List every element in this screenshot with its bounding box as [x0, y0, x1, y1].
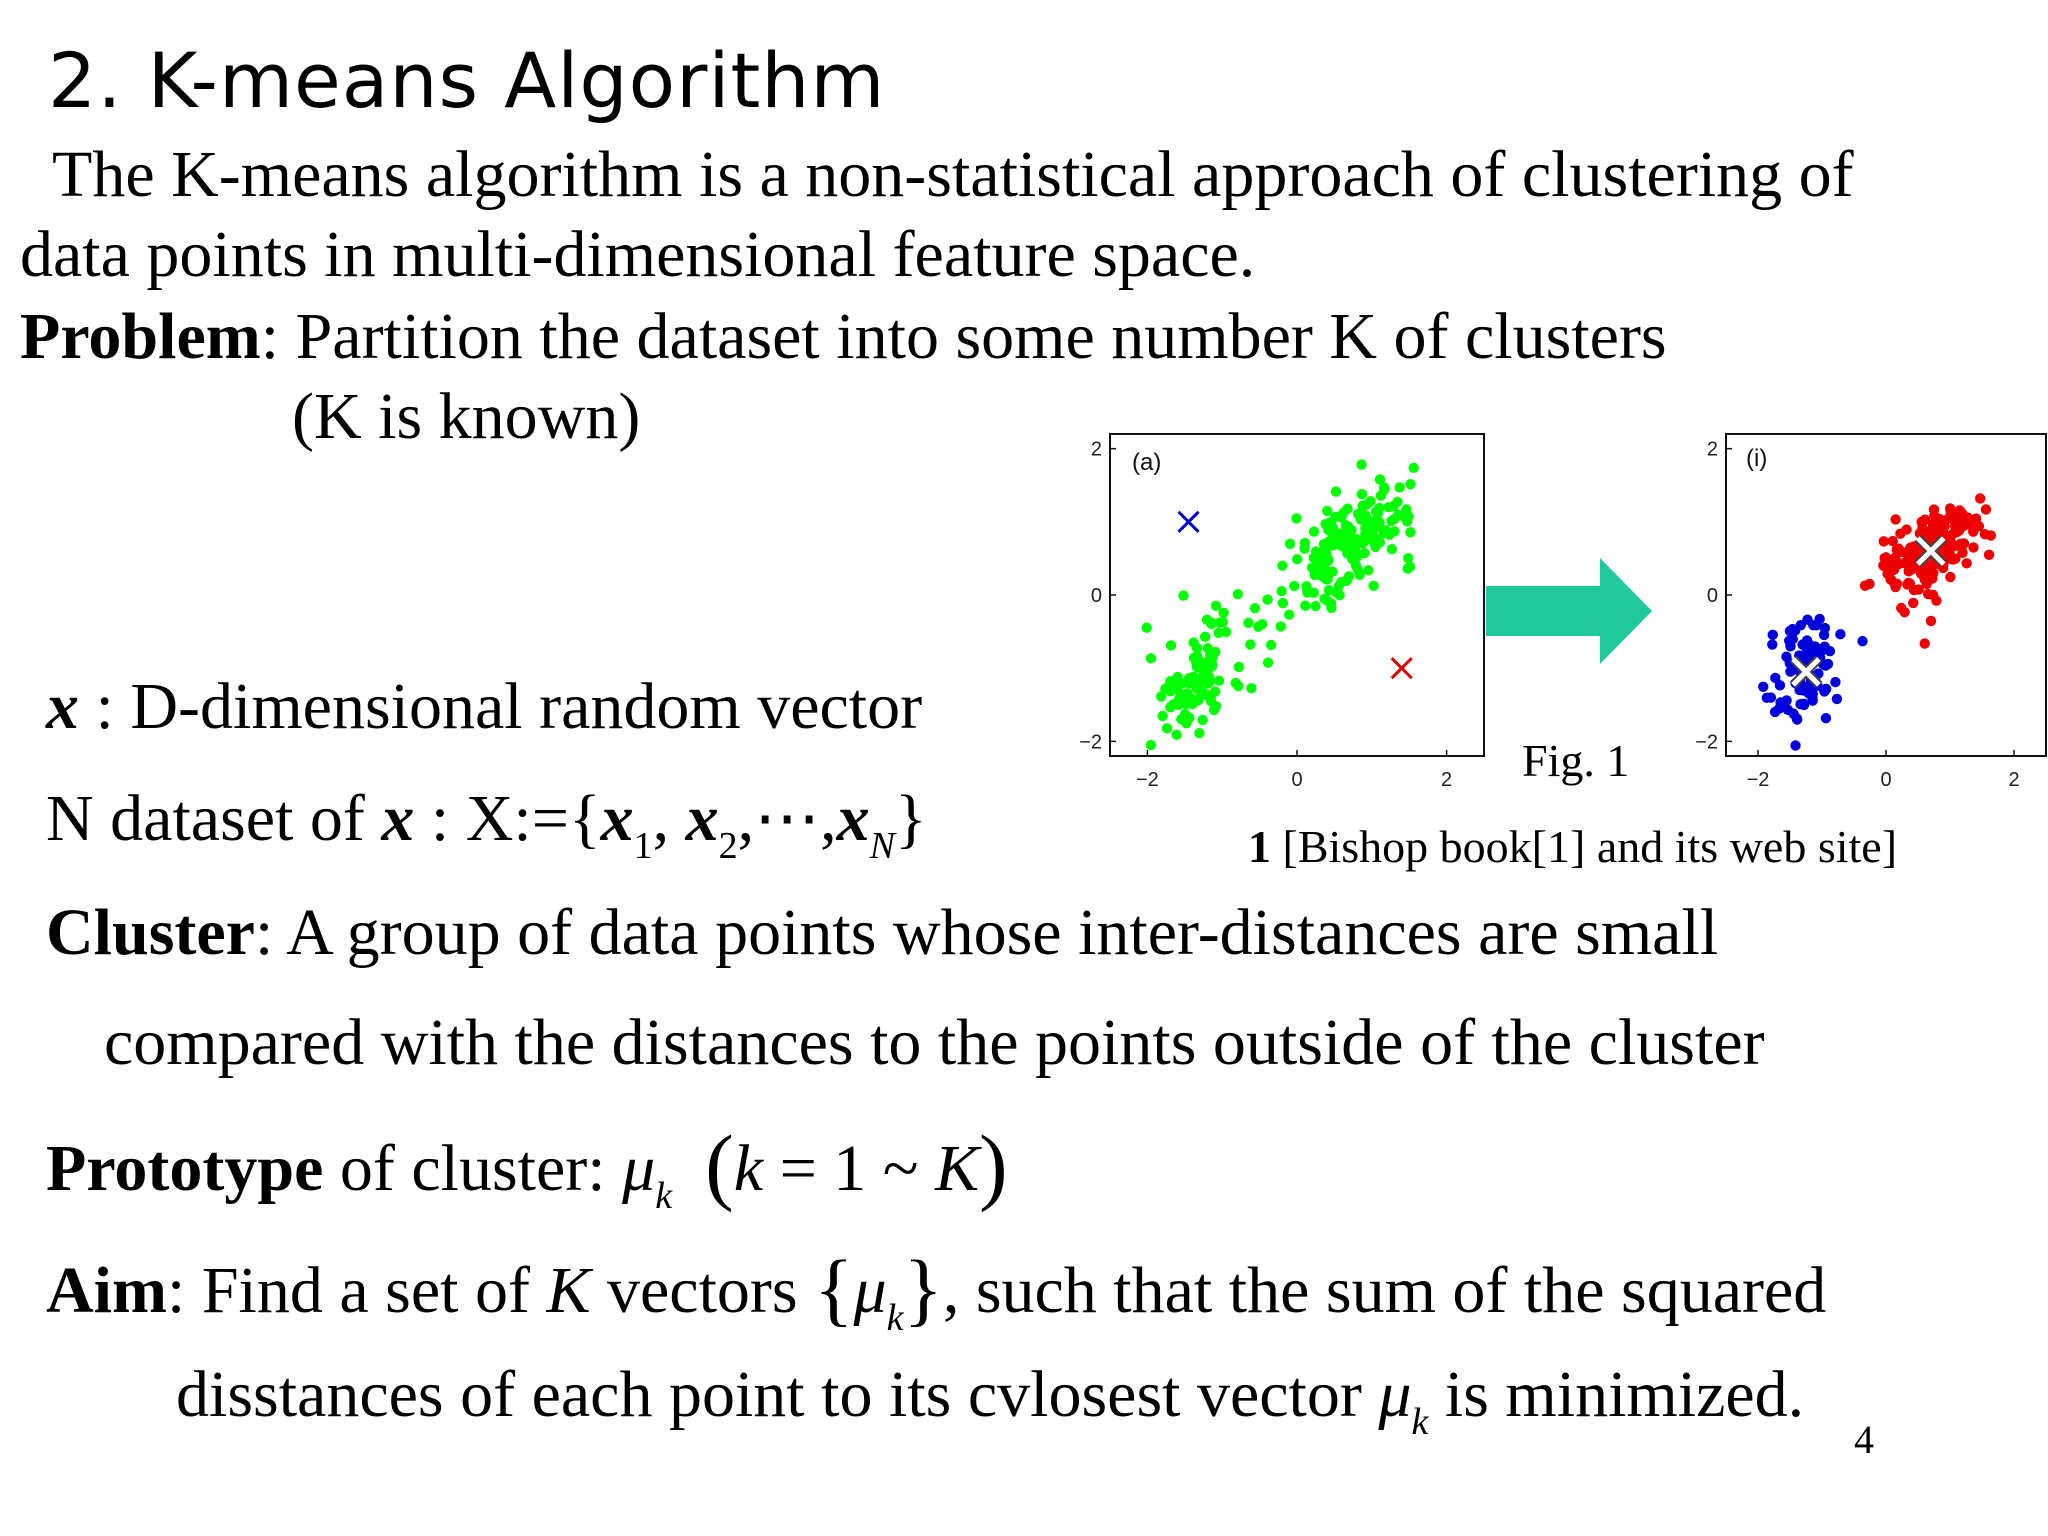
- data-point: [1188, 637, 1198, 647]
- cluster-definition: [46, 896, 1719, 969]
- data-point: [1389, 526, 1399, 536]
- problem-text: : Partition the dataset into some number K of clusters: [260, 300, 1667, 373]
- dataset-mid: : X:={: [414, 782, 601, 855]
- data-point: [1276, 621, 1286, 631]
- data-point: [1931, 596, 1941, 606]
- data-point: [1211, 701, 1221, 711]
- prototype-definition: [46, 1117, 1008, 1217]
- data-point: [1253, 622, 1263, 632]
- prototype-label: Prototype: [46, 1132, 324, 1205]
- data-point: [1920, 638, 1930, 648]
- data-point: [1389, 514, 1399, 524]
- data-point: [1916, 569, 1926, 579]
- data-point: [1905, 578, 1915, 588]
- data-point: [1233, 589, 1243, 599]
- prototype-mu: μ: [622, 1132, 656, 1205]
- data-point: [1363, 565, 1373, 575]
- data-point: [1338, 508, 1348, 518]
- slide-title: 2. K-means Algorithm: [48, 36, 886, 125]
- data-point: [1331, 486, 1341, 496]
- y-tick-label: 2: [1090, 438, 1102, 461]
- data-point: [1368, 581, 1378, 591]
- data-point: [1285, 539, 1295, 549]
- prototype-k: k: [733, 1132, 764, 1205]
- problem-statement: [20, 300, 1667, 373]
- data-point: [1146, 653, 1156, 663]
- dataset-xn: x: [836, 782, 870, 855]
- prototype-mu-sub: k: [655, 1175, 673, 1217]
- data-point: [1221, 627, 1231, 637]
- data-point: [1347, 554, 1357, 564]
- data-point: [1194, 728, 1204, 738]
- data-point: [1300, 600, 1310, 610]
- dataset-sub-n: N: [869, 825, 895, 867]
- prototype-open-paren: (: [705, 1117, 734, 1213]
- data-point: [1353, 565, 1363, 575]
- panel-label-a: (a): [1132, 449, 1162, 476]
- aim-line2-a: disstances of each point to its cvlosest vector: [176, 1358, 1379, 1431]
- data-point: [1785, 666, 1795, 676]
- data-point: [1785, 641, 1795, 651]
- data-point: [1890, 552, 1900, 562]
- data-point: [1791, 713, 1801, 723]
- data-point: [1202, 615, 1212, 625]
- data-point: [1200, 632, 1210, 642]
- data-point: [1879, 536, 1889, 546]
- data-point: [1266, 640, 1276, 650]
- data-point: [1318, 571, 1328, 581]
- data-point: [1807, 695, 1817, 705]
- data-point: [1276, 586, 1286, 596]
- data-point: [1189, 697, 1199, 707]
- data-point: [1811, 620, 1821, 630]
- cluster-definition-2: compared with the distances to the points outside of the cluster: [104, 1006, 1765, 1079]
- aim-mu-sub: k: [886, 1297, 904, 1339]
- data-point: [1166, 640, 1176, 650]
- data-point: [1327, 566, 1337, 576]
- intro-line-1: The K-means algorithm is a non-statistical approach of clustering of: [52, 138, 1854, 211]
- data-point: [1245, 639, 1255, 649]
- aim-text-b: vectors: [590, 1254, 815, 1327]
- figure-source: [1248, 820, 1897, 873]
- data-point: [1368, 518, 1378, 528]
- data-point: [1141, 622, 1151, 632]
- data-point: [1289, 581, 1299, 591]
- data-point: [1823, 659, 1833, 669]
- data-point: [1180, 709, 1190, 719]
- data-point: [1309, 526, 1319, 536]
- data-point: [1959, 519, 1969, 529]
- scatter-plot-i: [1686, 420, 2036, 800]
- data-point: [1301, 581, 1311, 591]
- arrow-shape: [1486, 558, 1652, 664]
- data-point: [1312, 556, 1322, 566]
- data-point: [1178, 590, 1188, 600]
- data-point: [1888, 536, 1898, 546]
- figure-caption: Fig. 1: [1522, 735, 1630, 786]
- vector-definition: [46, 670, 923, 743]
- x-tick-label: 2: [2008, 769, 2020, 791]
- data-point: [1899, 607, 1909, 617]
- dataset-x1: x: [600, 782, 634, 855]
- dataset-prefix: N dataset of: [46, 782, 382, 855]
- data-point: [1860, 580, 1870, 590]
- data-point: [1857, 636, 1867, 646]
- aim-brace-open: {: [814, 1243, 854, 1334]
- data-point: [1986, 530, 1996, 540]
- data-point: [1371, 506, 1381, 516]
- data-point: [1775, 680, 1785, 690]
- figure-source-number: 1: [1248, 821, 1271, 872]
- data-point: [1901, 524, 1911, 534]
- data-point: [1968, 526, 1978, 536]
- data-point: [1157, 711, 1167, 721]
- data-point: [1945, 572, 1955, 582]
- data-point: [1409, 463, 1419, 473]
- transition-arrow: [1482, 556, 1662, 666]
- dataset-close: }: [895, 782, 927, 855]
- data-point: [1984, 550, 1994, 560]
- dataset-sub-1: 1: [633, 825, 653, 867]
- data-point: [1292, 554, 1302, 564]
- data-point: [1394, 482, 1404, 492]
- dataset-symbol: x: [381, 782, 415, 855]
- data-point: [1218, 608, 1228, 618]
- dataset-definition: [46, 782, 927, 867]
- data-point: [1262, 594, 1272, 604]
- data-point: [1243, 618, 1253, 628]
- data-point: [1928, 519, 1938, 529]
- data-point: [1174, 694, 1184, 704]
- data-point: [1968, 542, 1978, 552]
- y-tick-label: −2: [1079, 731, 1102, 754]
- vector-symbol: x: [46, 670, 79, 743]
- dataset-x2: x: [685, 782, 719, 855]
- data-point: [1821, 713, 1831, 723]
- data-point: [1197, 672, 1207, 682]
- data-point: [1950, 521, 1960, 531]
- data-point: [1955, 505, 1965, 515]
- data-point: [1403, 553, 1413, 563]
- data-point: [1961, 558, 1971, 568]
- data-point: [1278, 598, 1288, 608]
- data-point: [1192, 662, 1202, 672]
- data-point: [1762, 693, 1772, 703]
- aim-mu-2: μ: [1378, 1358, 1412, 1431]
- data-point: [1767, 639, 1777, 649]
- data-point: [1901, 548, 1911, 558]
- data-point: [1284, 610, 1294, 620]
- data-point: [1886, 574, 1896, 584]
- data-point: [1211, 601, 1221, 611]
- data-point: [1334, 590, 1344, 600]
- data-point: [1214, 617, 1224, 627]
- data-point: [1971, 513, 1981, 523]
- data-point: [1162, 723, 1172, 733]
- data-point: [1790, 740, 1800, 750]
- data-point: [1959, 538, 1969, 548]
- data-point: [1356, 459, 1366, 469]
- aim-mu-sub-2: k: [1411, 1401, 1429, 1443]
- aim-K: K: [546, 1254, 591, 1327]
- x-tick-label: 2: [1441, 769, 1453, 791]
- data-point: [1758, 682, 1768, 692]
- data-point: [1819, 686, 1829, 696]
- data-point: [1832, 694, 1842, 704]
- dataset-sub-2: 2: [718, 825, 738, 867]
- data-point: [1774, 703, 1784, 713]
- y-tick-label: 0: [1090, 585, 1102, 607]
- data-point: [1181, 718, 1191, 728]
- prototype-close-paren: ): [979, 1117, 1008, 1213]
- data-point: [1830, 677, 1840, 687]
- x-tick-label: −2: [1746, 769, 1770, 791]
- problem-note: (K is known): [292, 380, 641, 453]
- data-point: [1277, 561, 1287, 571]
- data-point: [1790, 625, 1800, 635]
- data-point: [1341, 576, 1351, 586]
- aim-statement-2: [176, 1358, 1805, 1443]
- y-tick-label: 2: [1706, 438, 1718, 461]
- y-tick-label: −2: [1695, 731, 1718, 754]
- panel-label-i: (i): [1746, 445, 1768, 472]
- cluster-label: Cluster: [46, 896, 255, 969]
- scatter-plot-a: [1070, 420, 1490, 800]
- data-point: [1160, 684, 1170, 694]
- data-point: [1401, 504, 1411, 514]
- data-point: [1357, 489, 1367, 499]
- problem-label: Problem: [20, 300, 261, 373]
- data-point: [1234, 662, 1244, 672]
- data-point: [1375, 537, 1385, 547]
- data-point: [1388, 501, 1398, 511]
- data-point: [1323, 554, 1333, 564]
- data-point: [1246, 683, 1256, 693]
- x-tick-label: −2: [1135, 769, 1159, 791]
- intro-line-2: data points in multi-dimensional feature space.: [20, 218, 1256, 291]
- data-point: [1825, 646, 1835, 656]
- data-point: [1981, 504, 1991, 514]
- data-point: [1405, 527, 1415, 537]
- data-point: [1189, 653, 1199, 663]
- dataset-dots: ,⋯,: [737, 782, 837, 855]
- data-point: [1908, 598, 1918, 608]
- data-point: [1201, 690, 1211, 700]
- data-point: [1250, 603, 1260, 613]
- vector-text: : D-dimensional random vector: [79, 670, 923, 743]
- data-point: [1802, 614, 1812, 624]
- data-point: [1197, 715, 1207, 725]
- y-tick-label: 0: [1706, 585, 1718, 607]
- x-tick-label: 0: [1880, 769, 1892, 791]
- data-point: [1810, 644, 1820, 654]
- data-point: [1166, 702, 1176, 712]
- data-point: [1405, 562, 1415, 572]
- prototype-eq: = 1 ~: [763, 1132, 936, 1205]
- aim-brace-close: }: [903, 1243, 943, 1334]
- data-point: [1233, 681, 1243, 691]
- data-point: [1360, 510, 1370, 520]
- aim-text-c: , such that the sum of the squared: [942, 1254, 1827, 1327]
- data-point: [1263, 657, 1273, 667]
- data-point: [1310, 601, 1320, 611]
- aim-label: Aim: [46, 1254, 167, 1327]
- data-point: [1362, 530, 1372, 540]
- data-point: [1835, 629, 1845, 639]
- data-point: [1768, 630, 1778, 640]
- figure-source-text: [Bishop book[1] and its web site]: [1271, 821, 1898, 872]
- data-point: [1890, 514, 1900, 524]
- data-point: [1322, 506, 1332, 516]
- x-tick-label: 0: [1291, 769, 1303, 791]
- data-point: [1207, 659, 1217, 669]
- data-point: [1146, 740, 1156, 750]
- aim-line2-b: is minimized.: [1428, 1358, 1805, 1431]
- aim-mu: μ: [853, 1254, 887, 1327]
- data-point: [1342, 534, 1352, 544]
- data-point: [1171, 730, 1181, 740]
- cluster-text: : A group of data points whose inter-distances are small: [254, 896, 1719, 969]
- dataset-comma: ,: [652, 782, 686, 855]
- data-point: [1405, 479, 1415, 489]
- data-point: [1214, 676, 1224, 686]
- data-point: [1326, 598, 1336, 608]
- aim-text-a: : Find a set of: [166, 1254, 547, 1327]
- prototype-text: of cluster:: [323, 1132, 623, 1205]
- data-point: [1926, 616, 1936, 626]
- data-point: [1376, 491, 1386, 501]
- data-point: [1170, 681, 1180, 691]
- prototype-K: K: [935, 1132, 980, 1205]
- aim-statement: [46, 1243, 1827, 1339]
- data-point: [1361, 500, 1371, 510]
- data-point: [1300, 538, 1310, 548]
- data-point: [1975, 493, 1985, 503]
- data-point: [1387, 544, 1397, 554]
- data-point: [1291, 513, 1301, 523]
- page-number: 4: [1854, 1417, 1874, 1462]
